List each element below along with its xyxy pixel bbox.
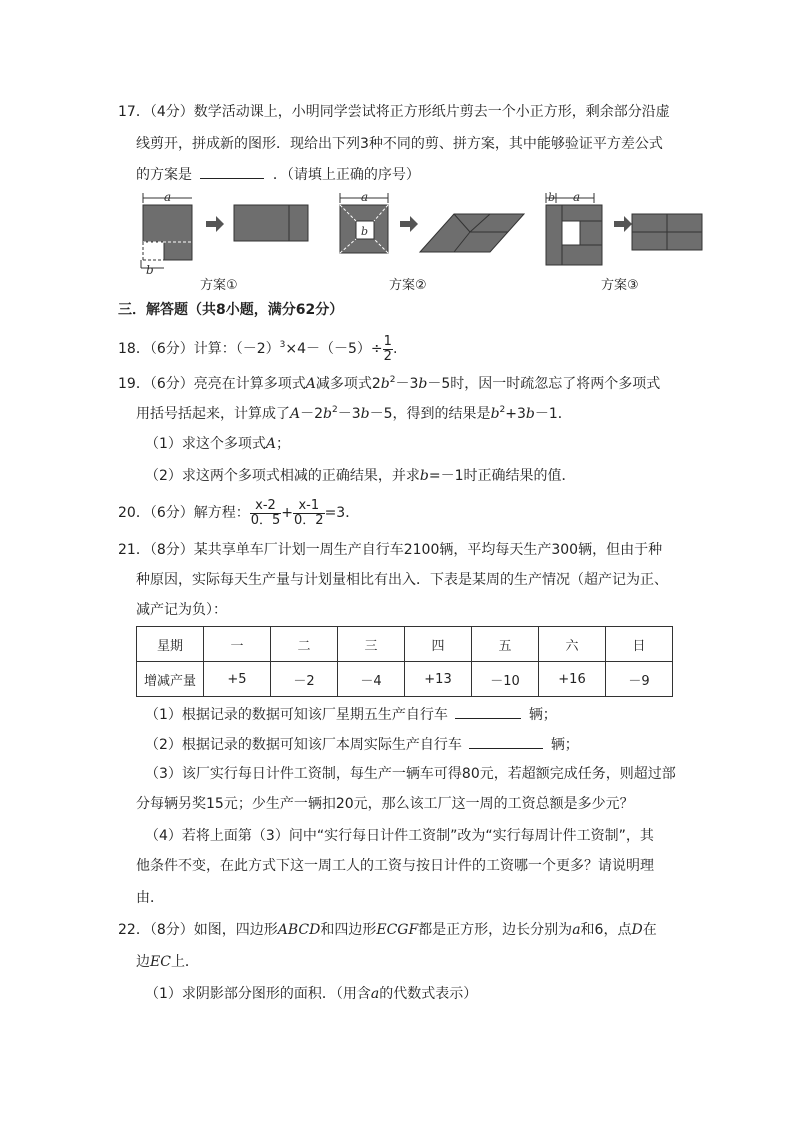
q19-l2-pre: 用括号括起来，计算成了 (136, 406, 290, 422)
table-cell: 一 (204, 627, 271, 662)
q19-s2-end: =－1时正确结果的值． (428, 468, 576, 484)
q22-l1-mid3: 和6，点 (580, 922, 632, 938)
scheme3-label-a: a (573, 190, 581, 204)
section3-heading: 三．解答题（共8小题，满分62分） (118, 302, 344, 318)
q18-mid: ×4－（－5）÷ (285, 341, 383, 357)
table-cell: －4 (338, 662, 405, 697)
table-cell: 二 (271, 627, 338, 662)
q22-l1-mid: 和四边形 (320, 922, 377, 938)
q18-frac-den: 2 (383, 348, 392, 364)
production-table (136, 626, 673, 697)
q19-l2-rest: －3 (337, 406, 361, 422)
table-cell: +16 (539, 662, 606, 697)
scheme1-label-a: a (164, 190, 172, 204)
q19-l2-b2: b (360, 406, 370, 422)
q19-l1-mid: 减多项式2 (315, 376, 381, 392)
scheme3-figure (546, 190, 702, 265)
q19-sub2 (145, 466, 576, 486)
table-cell: 星期 (137, 627, 204, 662)
q19-l2-tail: +3 (505, 406, 526, 422)
scheme1-label-b: b (146, 263, 154, 277)
scheme2-label-b: b (361, 225, 369, 238)
q17-line3-post: ．（请填上正确的序号） (272, 167, 420, 183)
q20-fraction-1 (250, 499, 282, 528)
table-header-row (137, 627, 673, 662)
q21-line2: 种原因，实际每天生产量与计划量相比有出入．下表是某周的生产情况（超产记为正、 (136, 572, 668, 588)
q21-sub1 (145, 704, 557, 725)
q21-s1-post: 辆； (528, 707, 557, 723)
q19-l1-A: A (305, 376, 316, 392)
q19-l2-mid: －2 (300, 406, 324, 422)
q17-line3-pre: 的方案是 (136, 167, 192, 183)
scheme3-label-b: b (548, 191, 556, 204)
q22-l2-EC: EC (150, 954, 171, 970)
q19-s1-A: A (265, 436, 277, 452)
table-cell: +5 (204, 662, 271, 697)
q20-f1-den: 0．5 (250, 512, 281, 528)
q19-line2 (136, 404, 572, 424)
q21-sub3-line1: （3）该厂实行每日计件工资制，每生产一辆车可得80元，若超额完成任务，则超过部 (145, 766, 676, 782)
q22-l2-end: 上． (170, 954, 199, 970)
q18-frac-num: 1 (383, 333, 392, 349)
q20-f1-num: x-2 (250, 499, 282, 514)
q19-s1-pre: （1）求这个多项式 (145, 436, 266, 452)
q21-s2-post: 辆； (550, 737, 579, 753)
q21-line1: 21．（8分）某共享单车厂计划一周生产自行车2100辆，平均每天生产300辆，但由于种 (118, 542, 663, 558)
q19-l1-b2: b (418, 376, 428, 392)
table-cell: －10 (472, 662, 539, 697)
q22-line1 (118, 920, 657, 940)
q19-l2-b4: b (525, 406, 535, 422)
q21-sub3-line2: 分每辆另奖15元；少生产一辆扣20元，那么该工厂这一周的工资总额是多少元？ (136, 796, 634, 812)
q21-line3: 减产记为负）： (136, 602, 227, 618)
q22-l1-mid2: 都是正方形，边长分别为 (418, 922, 573, 938)
q20 (118, 496, 359, 530)
q19-l2-mid2: －5，得到的结果是 (369, 406, 491, 422)
q22-l1-a: a (572, 922, 581, 938)
scheme2-label-a: a (361, 190, 369, 204)
q19-l2-end: －1． (534, 406, 572, 422)
q20-prefix: 20．（6分）解方程： (118, 505, 250, 521)
q20-f2-num: x-1 (293, 499, 325, 514)
q21-sub4-line2: 他条件不变，在此方式下这一周工人的工资与按日计件的工资哪一个更多？请说明理 (136, 858, 654, 874)
q19-l2-exp2: 2 (499, 405, 506, 415)
q18 (118, 334, 397, 364)
table-cell: －9 (606, 662, 673, 697)
q18-suffix: . (392, 341, 398, 357)
q17-answer-blank[interactable] (200, 164, 264, 179)
q20-f2-den: 0．2 (294, 512, 324, 528)
table-cell: －2 (271, 662, 338, 697)
table-cell: +13 (405, 662, 472, 697)
table-cell: 三 (338, 627, 405, 662)
q22-s1-end: 的代数式表示） (379, 986, 478, 1002)
scheme2-caption: 方案② (389, 278, 427, 293)
q19-l1-rest: －3 (395, 376, 419, 392)
q17-line2: 线剪开，拼成新的图形．现给出下列3种不同的剪、拼方案，其中能够验证平方差公式 (136, 136, 663, 152)
q21-s1-answer-blank[interactable] (455, 704, 521, 719)
q21-s2-answer-blank[interactable] (469, 734, 543, 749)
scheme1-caption: 方案① (200, 278, 238, 293)
q22-l2-pre: 边 (136, 954, 150, 970)
q22-l1-ECGF: ECGF (376, 922, 419, 938)
q21-sub4-line1: （4）若将上面第（3）问中“实行每日计件工资制”改为“实行每周计件工资制”，其 (145, 828, 654, 844)
q19-l2-exp: 2 (332, 405, 338, 415)
table-cell: 日 (606, 627, 673, 662)
q19-l1-end: －5时，因一时疏忽忘了将两个多项式 (427, 376, 661, 392)
table-cell: 六 (539, 627, 606, 662)
q22-l1-ABCD: ABCD (277, 922, 321, 938)
q22-l1-end: 在 (642, 922, 657, 938)
q21-s1-pre: （1）根据记录的数据可知该厂星期五生产自行车 (145, 707, 448, 723)
q19-s2-b: b (419, 468, 429, 484)
q17-line1: 17．（4分）数学活动课上，小明同学尝试将正方形纸片剪去一个小正方形，剩余部分沿虚 (118, 104, 670, 120)
q19-s1-end: ； (276, 436, 291, 452)
q19-line1 (118, 374, 660, 394)
table-cell: 四 (405, 627, 472, 662)
table-cell: 增减产量 (137, 662, 204, 697)
q20-fraction-2 (293, 499, 325, 528)
scheme2-figure (340, 190, 524, 253)
q19-l1-pre: 19．（6分）亮亮在计算多项式 (118, 376, 306, 392)
q20-suffix: =3． (324, 505, 360, 521)
q19-sub1 (145, 434, 290, 454)
q22-s1-pre: （1）求阴影部分图形的面积．（用含 (145, 986, 371, 1002)
scheme3-caption: 方案③ (601, 278, 639, 293)
q19-l2-b: b (323, 406, 333, 422)
table-row (137, 662, 673, 697)
q19-l1-b: b (380, 376, 390, 392)
q18-exp: 3 (279, 340, 286, 350)
scheme1-figure (141, 190, 308, 277)
table-cell: 五 (472, 627, 539, 662)
q21-s2-pre: （2）根据记录的数据可知该厂本周实际生产自行车 (145, 737, 462, 753)
q22-sub1 (145, 984, 477, 1004)
q20-plus: + (281, 505, 294, 521)
q22-line2 (136, 952, 199, 972)
q17-line3 (136, 164, 420, 185)
q18-fraction (383, 335, 393, 364)
q18-prefix: 18．（6分）计算：（－2） (118, 341, 280, 357)
q19-s2-pre: （2）求这两个多项式相减的正确结果，并求 (145, 468, 420, 484)
q22-s1-a: a (370, 986, 380, 1002)
q22-l1-pre: 22．（8分）如图，四边形 (118, 922, 278, 938)
q19-l1-exp: 2 (389, 375, 396, 385)
q21-sub4-line3: 由． (136, 890, 164, 906)
q19-l2-b3: b (490, 406, 500, 422)
q21-sub2 (145, 734, 579, 755)
q19-l2-A: A (290, 406, 301, 422)
q22-l1-D: D (631, 922, 643, 938)
